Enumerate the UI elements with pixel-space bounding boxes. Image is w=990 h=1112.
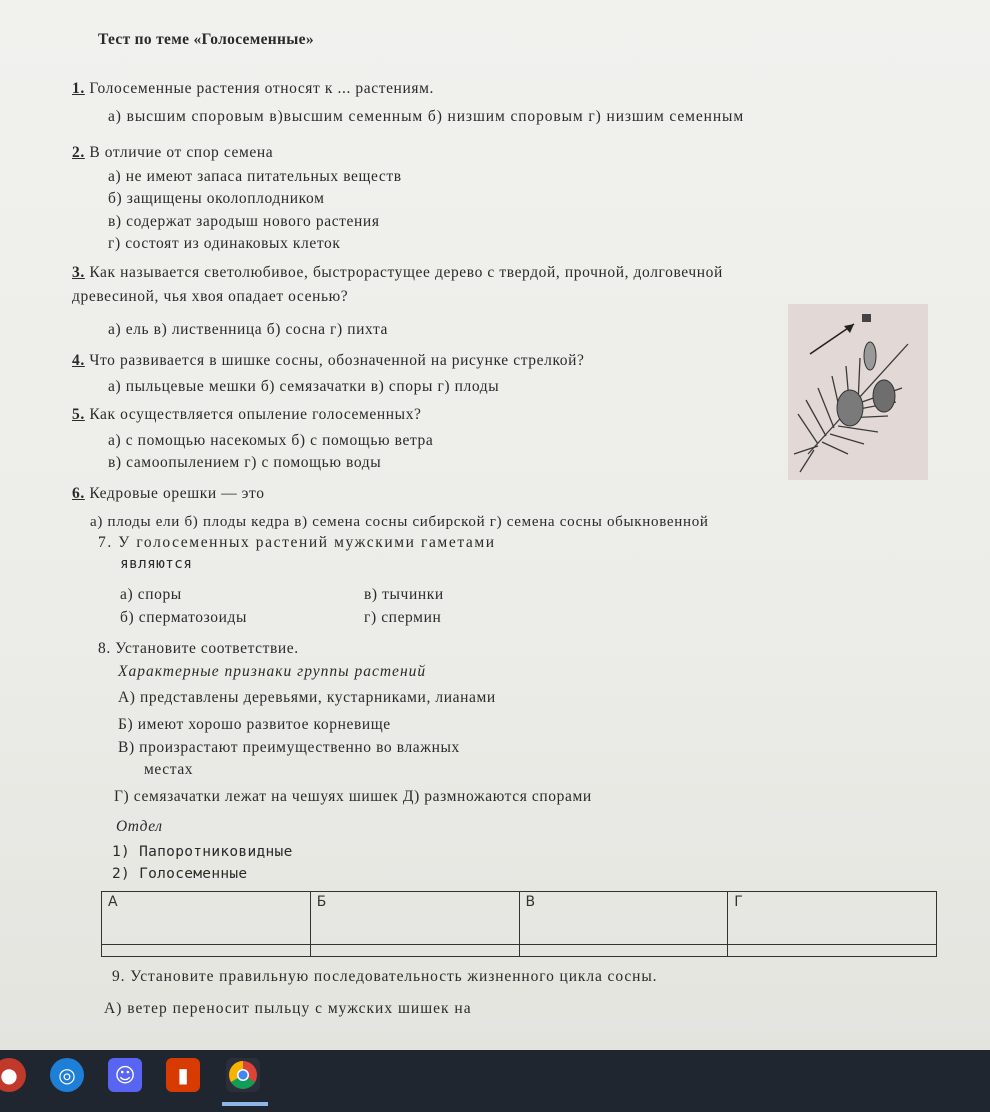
question-number: 6. <box>72 485 85 502</box>
option: в) содержат зародыш нового растения <box>108 213 380 230</box>
question-3-options: а) ель в) лиственница б) сосна г) пихта <box>108 321 389 338</box>
pine-cone-figure <box>788 304 928 480</box>
option: в) тычинки <box>364 586 444 603</box>
question-9: 9. Установите правильную последовательность жизненного цикла сосны. <box>112 968 658 985</box>
office-icon[interactable]: ▮ <box>166 1058 200 1092</box>
dept-label: Отдел <box>116 818 163 835</box>
question-6-options: а) плоды ели б) плоды кедра в) семена сосны сибирской г) семена сосны обыкновенной <box>90 514 709 530</box>
question-1 <box>72 80 434 98</box>
question-text: В отличие от спор семена <box>89 144 274 161</box>
option: а) не имеют запаса питательных веществ <box>108 168 402 185</box>
page-title: Тест по теме «Голосеменные» <box>98 31 314 48</box>
question-text: Что развивается в шишке сосны, обозначенной на рисунке стрелкой? <box>89 352 585 369</box>
edge-icon[interactable]: ◎ <box>50 1058 84 1092</box>
question-1-options: а) высшим споровым в)высшим семенным б) низшим споровым г) низшим семенным <box>108 108 745 125</box>
option: а) с помощью насекомых б) с помощью ветра <box>108 432 434 449</box>
match-item: А) представлены деревьями, кустарниками, лианами <box>118 689 496 706</box>
question-2 <box>72 144 273 162</box>
table-header-cell: Г <box>728 892 937 945</box>
question-number: 2. <box>72 144 85 161</box>
option: а) споры <box>120 586 182 603</box>
answer-table <box>101 891 937 957</box>
question-7-cont: являются <box>120 556 193 572</box>
table-header-row <box>102 892 937 945</box>
discord-icon[interactable]: ☺ <box>108 1058 142 1092</box>
active-app-indicator <box>222 1102 268 1106</box>
question-number: 4. <box>72 352 85 369</box>
option: г) спермин <box>364 609 442 626</box>
chrome-icon[interactable] <box>226 1058 260 1092</box>
table-header-cell: Б <box>310 892 519 945</box>
taskbar <box>0 1050 990 1112</box>
match-item: В) произрастают преимущественно во влажных <box>118 739 460 756</box>
answer-cell <box>728 944 937 957</box>
match-item: Г) семязачатки лежат на чешуях шишек Д) размножаются спорами <box>114 788 592 805</box>
question-number: 5. <box>72 406 85 423</box>
table-header-cell: А <box>102 892 311 945</box>
dept-item: 1) Папоротниковидные <box>112 844 293 860</box>
option: в) самоопылением г) с помощью воды <box>108 454 382 471</box>
match-item: Б) имеют хорошо развитое корневище <box>118 716 391 733</box>
question-4 <box>72 352 585 370</box>
option: б) защищены околоплодником <box>108 190 325 207</box>
question-number: 1. <box>72 80 85 97</box>
question-text: Голосеменные растения относят к ... растениям. <box>89 80 434 97</box>
question-7: 7. У голосеменных растений мужскими гаметами <box>98 534 496 551</box>
question-text: Как называется светолюбивое, быстрорастущее дерево с твердой, прочной, долговечной <box>89 264 723 281</box>
answer-cell <box>519 944 728 957</box>
question-6 <box>72 485 265 503</box>
question-3 <box>72 264 723 282</box>
question-9-item: А) ветер переносит пыльцу с мужских шишек на <box>104 1000 472 1017</box>
answer-cell <box>310 944 519 957</box>
match-item-cont: местах <box>144 761 194 778</box>
question-8: 8. Установите соответствие. <box>98 640 299 657</box>
question-4-options: а) пыльцевые мешки б) семязачатки в) споры г) плоды <box>108 378 500 395</box>
app-icon[interactable]: ● <box>0 1058 26 1092</box>
option: г) состоят из одинаковых клеток <box>108 235 341 252</box>
chrome-logo <box>228 1060 258 1090</box>
answer-cell <box>102 944 311 957</box>
question-text: Как осуществляется опыление голосеменных? <box>89 406 422 423</box>
pine-branch-icon <box>788 304 928 480</box>
question-8-subtitle: Характерные признаки группы растений <box>118 663 427 680</box>
dept-item: 2) Голосеменные <box>112 866 248 882</box>
question-number: 3. <box>72 264 85 281</box>
question-text: Кедровые орешки — это <box>89 485 265 502</box>
question-5 <box>72 406 422 424</box>
table-answer-row <box>102 944 937 957</box>
option: б) сперматозоиды <box>120 609 247 626</box>
question-3-text-cont: древесиной, чья хвоя опадает осенью? <box>72 288 349 305</box>
table-header-cell: В <box>519 892 728 945</box>
